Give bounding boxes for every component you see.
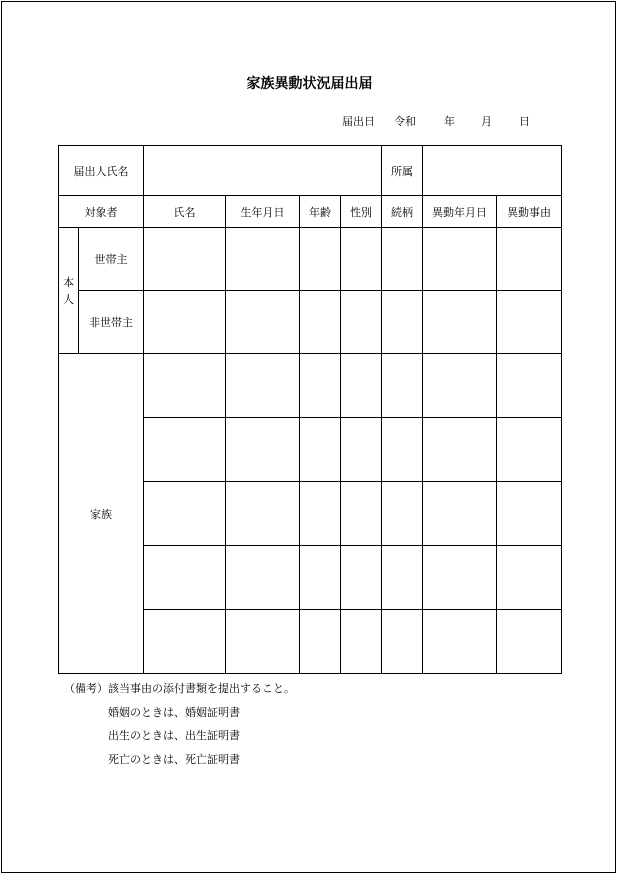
col-header-sex: 性別 <box>341 196 382 228</box>
cell-change-date[interactable] <box>423 354 497 418</box>
self-head-of-household-row <box>59 228 562 291</box>
cell-relationship[interactable] <box>382 546 423 610</box>
cell-change-date[interactable] <box>423 546 497 610</box>
cell-relationship[interactable] <box>382 228 423 291</box>
cell-age[interactable] <box>300 610 341 674</box>
cell-birthdate[interactable] <box>226 291 300 354</box>
applicant-name-field[interactable] <box>144 146 382 196</box>
cell-change-reason[interactable] <box>497 418 562 482</box>
cell-age[interactable] <box>300 418 341 482</box>
cell-age[interactable] <box>300 291 341 354</box>
applicant-row <box>59 146 562 196</box>
cell-name[interactable] <box>144 291 226 354</box>
cell-change-reason[interactable] <box>497 228 562 291</box>
cell-change-reason[interactable] <box>497 610 562 674</box>
remarks-intro: 該当事由の添付書類を提出すること。 <box>108 682 295 695</box>
col-header-age: 年齢 <box>300 196 341 228</box>
applicant-name-label: 届出人氏名 <box>59 146 144 196</box>
cell-name[interactable] <box>144 482 226 546</box>
col-header-birthdate: 生年月日 <box>226 196 300 228</box>
cell-relationship[interactable] <box>382 610 423 674</box>
cell-change-date[interactable] <box>423 291 497 354</box>
remarks-item: 婚姻のときは、婚姻証明書 <box>108 705 240 719</box>
department-label: 所属 <box>382 146 423 196</box>
cell-change-reason[interactable] <box>497 291 562 354</box>
cell-sex[interactable] <box>341 546 382 610</box>
col-header-relationship: 続柄 <box>382 196 423 228</box>
self-non-head-row <box>59 291 562 354</box>
self-row-label: 非世帯主 <box>79 291 144 354</box>
cell-relationship[interactable] <box>382 354 423 418</box>
cell-name[interactable] <box>144 546 226 610</box>
col-header-target: 対象者 <box>59 196 144 228</box>
cell-birthdate[interactable] <box>226 354 300 418</box>
cell-birthdate[interactable] <box>226 418 300 482</box>
cell-relationship[interactable] <box>382 418 423 482</box>
col-header-change-date: 異動年月日 <box>423 196 497 228</box>
cell-change-reason[interactable] <box>497 546 562 610</box>
cell-sex[interactable] <box>341 418 382 482</box>
remarks-item: 死亡のときは、死亡証明書 <box>108 752 240 766</box>
cell-sex[interactable] <box>341 354 382 418</box>
cell-age[interactable] <box>300 228 341 291</box>
form-title: 家族異動状況届出届 <box>246 76 373 92</box>
cell-name[interactable] <box>144 610 226 674</box>
cell-age[interactable] <box>300 546 341 610</box>
year-label: 年 <box>444 115 455 128</box>
cell-relationship[interactable] <box>382 291 423 354</box>
family-row <box>59 354 562 418</box>
remarks-intro-line <box>64 677 295 701</box>
cell-sex[interactable] <box>341 228 382 291</box>
cell-change-reason[interactable] <box>497 354 562 418</box>
family-group-label: 家族 <box>59 354 144 674</box>
cell-age[interactable] <box>300 482 341 546</box>
remarks-heading: （備考） <box>64 682 108 695</box>
department-field[interactable] <box>423 146 562 196</box>
col-header-change-reason: 異動事由 <box>497 196 562 228</box>
cell-sex[interactable] <box>341 482 382 546</box>
remarks-item: 出生のときは、出生証明書 <box>108 729 240 742</box>
cell-name[interactable] <box>144 418 226 482</box>
cell-change-date[interactable] <box>423 610 497 674</box>
day-label: 日 <box>519 115 530 128</box>
submission-date-label: 届出日 <box>342 115 375 128</box>
remarks-section <box>64 677 295 771</box>
self-group-label: 本人 <box>59 228 79 354</box>
cell-age[interactable] <box>300 354 341 418</box>
cell-birthdate[interactable] <box>226 482 300 546</box>
col-header-name: 氏名 <box>144 196 226 228</box>
cell-birthdate[interactable] <box>226 228 300 291</box>
cell-change-date[interactable] <box>423 228 497 291</box>
cell-sex[interactable] <box>341 610 382 674</box>
cell-sex[interactable] <box>341 291 382 354</box>
cell-name[interactable] <box>144 354 226 418</box>
column-header-row <box>59 196 562 228</box>
self-row-label: 世帯主 <box>79 228 144 291</box>
cell-change-date[interactable] <box>423 418 497 482</box>
cell-relationship[interactable] <box>382 482 423 546</box>
cell-change-reason[interactable] <box>497 482 562 546</box>
cell-birthdate[interactable] <box>226 610 300 674</box>
cell-change-date[interactable] <box>423 482 497 546</box>
family-change-table <box>58 145 562 674</box>
month-label: 月 <box>481 115 492 128</box>
cell-name[interactable] <box>144 228 226 291</box>
cell-birthdate[interactable] <box>226 546 300 610</box>
era-label: 令和 <box>394 115 416 128</box>
